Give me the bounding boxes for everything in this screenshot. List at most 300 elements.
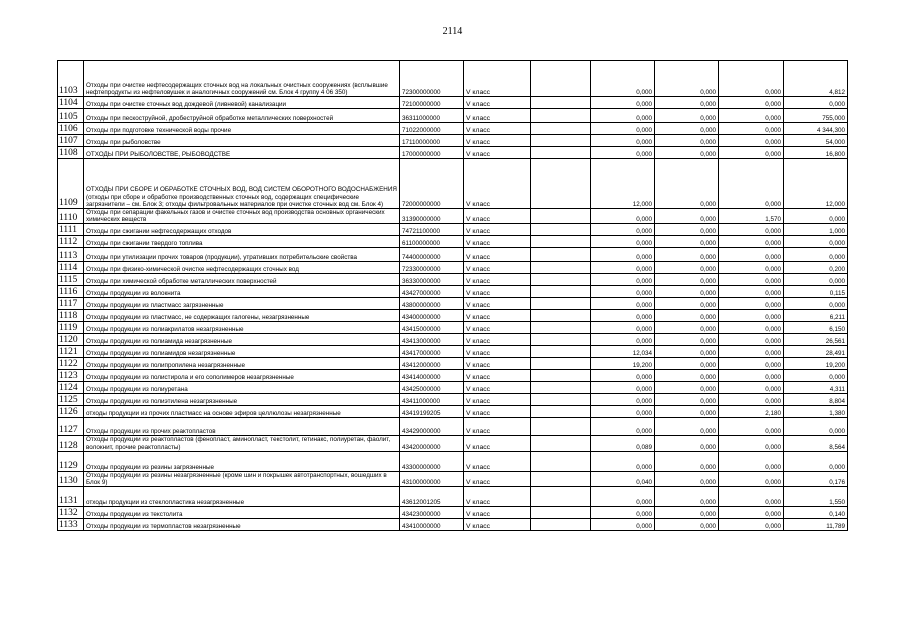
- table-row: [58, 109, 848, 123]
- table-row: [58, 61, 848, 97]
- waste-name: Отходы при сепарации факельных газов и очистке сточных вод производства основных органических химических веществ: [84, 209, 400, 224]
- value-3: 0,000: [655, 159, 719, 209]
- table-row: [58, 123, 848, 135]
- value-2: 12,000: [591, 159, 655, 209]
- waste-name: Отходы при очистке сточных вод дождевой (ливневой) канализации: [84, 97, 400, 109]
- table-row: [58, 310, 848, 322]
- value-1: [531, 406, 591, 418]
- table-row: [58, 224, 848, 236]
- value-5: 0,000: [784, 451, 848, 471]
- value-2: 0,000: [591, 224, 655, 236]
- value-3: 0,000: [655, 224, 719, 236]
- value-3: 0,000: [655, 135, 719, 147]
- hazard-class: V класс: [464, 346, 531, 358]
- row-number: 1127: [58, 418, 84, 436]
- waste-name: Отходы продукции из полиамидов незагрязненные: [84, 346, 400, 358]
- value-5: 4,311: [784, 382, 848, 394]
- value-4: 0,000: [719, 97, 784, 109]
- value-1: [531, 487, 591, 507]
- value-5: 0,000: [784, 236, 848, 248]
- table-row: [58, 394, 848, 406]
- value-5: 0,000: [784, 370, 848, 382]
- waste-code: 72000000000: [400, 159, 464, 209]
- row-number: 1103: [58, 61, 84, 97]
- table-row: [58, 322, 848, 334]
- table-row: [58, 334, 848, 346]
- hazard-class: V класс: [464, 310, 531, 322]
- value-3: 0,000: [655, 334, 719, 346]
- hazard-class: V класс: [464, 451, 531, 471]
- value-3: 0,000: [655, 286, 719, 298]
- value-1: [531, 159, 591, 209]
- hazard-class: V класс: [464, 286, 531, 298]
- row-number: 1125: [58, 394, 84, 406]
- hazard-class: V класс: [464, 394, 531, 406]
- value-4: 0,000: [719, 298, 784, 310]
- value-1: [531, 123, 591, 135]
- value-5: 12,000: [784, 159, 848, 209]
- value-1: [531, 262, 591, 274]
- value-3: 0,000: [655, 406, 719, 418]
- value-5: 26,561: [784, 334, 848, 346]
- value-3: 0,000: [655, 248, 719, 262]
- waste-code: 43300000000: [400, 451, 464, 471]
- value-5: 28,491: [784, 346, 848, 358]
- table-row: [58, 382, 848, 394]
- value-2: 0,000: [591, 406, 655, 418]
- value-5: 0,176: [784, 471, 848, 486]
- waste-name: Отходы при физико-химической очистке нефтесодержащих сточных вод: [84, 262, 400, 274]
- value-2: 0,000: [591, 286, 655, 298]
- value-2: 0,000: [591, 322, 655, 334]
- waste-name: Отходы продукции из прочих реактопластов: [84, 418, 400, 436]
- value-1: [531, 310, 591, 322]
- table-row: [58, 97, 848, 109]
- value-5: 0,000: [784, 418, 848, 436]
- value-3: 0,000: [655, 346, 719, 358]
- table-row: [58, 370, 848, 382]
- hazard-class: V класс: [464, 322, 531, 334]
- waste-name: Отходы при утилизации прочих товаров (продукции), утративших потребительские свойства: [84, 248, 400, 262]
- value-5: 19,200: [784, 358, 848, 370]
- value-2: 0,000: [591, 135, 655, 147]
- value-1: [531, 135, 591, 147]
- waste-name: Отходы продукции из пластмасс, не содержащих галогены, незагрязненные: [84, 310, 400, 322]
- table-row: [58, 159, 848, 209]
- hazard-class: V класс: [464, 298, 531, 310]
- table-row: [58, 209, 848, 224]
- value-5: 0,000: [784, 209, 848, 224]
- value-4: 0,000: [719, 382, 784, 394]
- value-3: 0,000: [655, 487, 719, 507]
- waste-name: Отходы продукции из резины загрязненные: [84, 451, 400, 471]
- row-number: 1104: [58, 97, 84, 109]
- value-5: 11,789: [784, 519, 848, 531]
- value-1: [531, 370, 591, 382]
- waste-table: [57, 60, 848, 531]
- value-5: 0,115: [784, 286, 848, 298]
- row-number: 1133: [58, 519, 84, 531]
- table-row: [58, 248, 848, 262]
- hazard-class: V класс: [464, 262, 531, 274]
- waste-name: Отходы при подготовке технической воды прочие: [84, 123, 400, 135]
- value-2: 0,089: [591, 436, 655, 451]
- table-row: [58, 519, 848, 531]
- value-4: 0,000: [719, 451, 784, 471]
- hazard-class: V класс: [464, 248, 531, 262]
- value-4: 0,000: [719, 236, 784, 248]
- waste-code: 17110000000: [400, 135, 464, 147]
- value-4: 2,180: [719, 406, 784, 418]
- value-5: 0,000: [784, 274, 848, 286]
- value-2: 0,000: [591, 147, 655, 159]
- value-4: 0,000: [719, 123, 784, 135]
- waste-code: 43425000000: [400, 382, 464, 394]
- row-number: 1112: [58, 236, 84, 248]
- value-2: 0,000: [591, 123, 655, 135]
- hazard-class: V класс: [464, 274, 531, 286]
- waste-code: 74400000000: [400, 248, 464, 262]
- value-4: 0,000: [719, 248, 784, 262]
- value-1: [531, 61, 591, 97]
- waste-name: Отходы продукции из полиамида незагрязненные: [84, 334, 400, 346]
- value-5: 4 344,300: [784, 123, 848, 135]
- value-5: 0,140: [784, 507, 848, 519]
- table-row: [58, 286, 848, 298]
- table-body: [58, 61, 848, 531]
- value-2: 0,000: [591, 334, 655, 346]
- row-number: 1124: [58, 382, 84, 394]
- waste-code: 43427000000: [400, 286, 464, 298]
- value-3: 0,000: [655, 358, 719, 370]
- value-5: 54,000: [784, 135, 848, 147]
- value-4: 0,000: [719, 61, 784, 97]
- value-2: 0,000: [591, 382, 655, 394]
- hazard-class: V класс: [464, 406, 531, 418]
- value-4: 0,000: [719, 418, 784, 436]
- value-3: 0,000: [655, 123, 719, 135]
- waste-name: Отходы продукции из термопластов незагрязненные: [84, 519, 400, 531]
- hazard-class: V класс: [464, 418, 531, 436]
- value-4: 0,000: [719, 334, 784, 346]
- waste-code: 43414000000: [400, 370, 464, 382]
- value-4: 0,000: [719, 147, 784, 159]
- value-3: 0,000: [655, 97, 719, 109]
- hazard-class: V класс: [464, 109, 531, 123]
- hazard-class: V класс: [464, 209, 531, 224]
- value-3: 0,000: [655, 109, 719, 123]
- value-1: [531, 322, 591, 334]
- row-number: 1131: [58, 487, 84, 507]
- waste-code: 36330000000: [400, 274, 464, 286]
- value-4: 0,000: [719, 487, 784, 507]
- waste-code: 43413000000: [400, 334, 464, 346]
- table-row: [58, 147, 848, 159]
- waste-name: Отходы при сжигании нефтесодержащих отходов: [84, 224, 400, 236]
- value-4: 1,570: [719, 209, 784, 224]
- value-5: 4,812: [784, 61, 848, 97]
- table-row: [58, 358, 848, 370]
- value-2: 0,000: [591, 298, 655, 310]
- value-4: 0,000: [719, 358, 784, 370]
- hazard-class: V класс: [464, 487, 531, 507]
- value-3: 0,000: [655, 471, 719, 486]
- waste-code: 43423000000: [400, 507, 464, 519]
- value-1: [531, 358, 591, 370]
- row-number: 1120: [58, 334, 84, 346]
- row-number: 1117: [58, 298, 84, 310]
- waste-name: Отходы при химической обработке металлических поверхностей: [84, 274, 400, 286]
- value-1: [531, 418, 591, 436]
- value-2: 0,040: [591, 471, 655, 486]
- waste-name: отходы продукции из стеклопластика незагрязненные: [84, 487, 400, 507]
- value-4: 0,000: [719, 159, 784, 209]
- waste-code: 43410000000: [400, 519, 464, 531]
- value-1: [531, 274, 591, 286]
- waste-code: 71022000000: [400, 123, 464, 135]
- table-row: [58, 487, 848, 507]
- row-number: 1111: [58, 224, 84, 236]
- row-number: 1122: [58, 358, 84, 370]
- waste-code: 72330000000: [400, 262, 464, 274]
- row-number: 1132: [58, 507, 84, 519]
- value-2: 0,000: [591, 274, 655, 286]
- value-3: 0,000: [655, 436, 719, 451]
- hazard-class: V класс: [464, 236, 531, 248]
- value-4: 0,000: [719, 471, 784, 486]
- table-row: [58, 451, 848, 471]
- value-3: 0,000: [655, 322, 719, 334]
- value-5: 0,000: [784, 298, 848, 310]
- waste-name: Отходы продукции из полиакрилатов незагрязненные: [84, 322, 400, 334]
- value-1: [531, 471, 591, 486]
- value-1: [531, 147, 591, 159]
- value-2: 0,000: [591, 262, 655, 274]
- waste-name: Отходы продукции из полиэтилена незагрязненные: [84, 394, 400, 406]
- table-row: [58, 346, 848, 358]
- value-2: 0,000: [591, 418, 655, 436]
- value-2: 0,000: [591, 97, 655, 109]
- value-2: 0,000: [591, 519, 655, 531]
- value-1: [531, 394, 591, 406]
- hazard-class: V класс: [464, 97, 531, 109]
- value-2: 12,034: [591, 346, 655, 358]
- value-3: 0,000: [655, 147, 719, 159]
- value-5: 755,000: [784, 109, 848, 123]
- value-1: [531, 224, 591, 236]
- waste-code: 61100000000: [400, 236, 464, 248]
- value-3: 0,000: [655, 451, 719, 471]
- waste-code: 31390000000: [400, 209, 464, 224]
- value-3: 0,000: [655, 262, 719, 274]
- value-2: 0,000: [591, 209, 655, 224]
- value-1: [531, 286, 591, 298]
- value-2: 0,000: [591, 394, 655, 406]
- value-3: 0,000: [655, 507, 719, 519]
- table-row: [58, 471, 848, 486]
- value-2: 0,000: [591, 507, 655, 519]
- value-5: 8,564: [784, 436, 848, 451]
- waste-code: 43100000000: [400, 471, 464, 486]
- row-number: 1108: [58, 147, 84, 159]
- value-4: 0,000: [719, 262, 784, 274]
- value-5: 6,150: [784, 322, 848, 334]
- page-number: 2114: [442, 26, 463, 37]
- value-4: 0,000: [719, 322, 784, 334]
- waste-code: 43419199205: [400, 406, 464, 418]
- row-number: 1118: [58, 310, 84, 322]
- waste-name: Отходы продукции из полиуретана: [84, 382, 400, 394]
- waste-code: 43411000000: [400, 394, 464, 406]
- waste-name: Отходы продукции из резины незагрязненные (кроме шин и покрышек автотранспортных, вошедших в Блок 9): [84, 471, 400, 486]
- row-number: 1110: [58, 209, 84, 224]
- row-number: 1126: [58, 406, 84, 418]
- waste-code: 72100000000: [400, 97, 464, 109]
- value-3: 0,000: [655, 310, 719, 322]
- value-1: [531, 298, 591, 310]
- hazard-class: V класс: [464, 436, 531, 451]
- value-4: 0,000: [719, 310, 784, 322]
- value-3: 0,000: [655, 370, 719, 382]
- value-1: [531, 248, 591, 262]
- table-row: [58, 418, 848, 436]
- hazard-class: V класс: [464, 334, 531, 346]
- value-1: [531, 346, 591, 358]
- table-row: [58, 406, 848, 418]
- waste-name: Отходы продукции из волокнита: [84, 286, 400, 298]
- row-number: 1119: [58, 322, 84, 334]
- value-2: 0,000: [591, 109, 655, 123]
- waste-name: Отходы при рыболовстве: [84, 135, 400, 147]
- value-4: 0,000: [719, 507, 784, 519]
- row-number: 1129: [58, 451, 84, 471]
- row-number: 1130: [58, 471, 84, 486]
- value-2: 0,000: [591, 248, 655, 262]
- value-4: 0,000: [719, 394, 784, 406]
- value-1: [531, 334, 591, 346]
- value-3: 0,000: [655, 519, 719, 531]
- waste-code: 43412000000: [400, 358, 464, 370]
- value-2: 0,000: [591, 236, 655, 248]
- value-3: 0,000: [655, 274, 719, 286]
- hazard-class: V класс: [464, 224, 531, 236]
- value-4: 0,000: [719, 224, 784, 236]
- waste-name: отходы продукции из прочих пластмасс на основе эфиров целлюлозы незагрязненные: [84, 406, 400, 418]
- waste-code: 43800000000: [400, 298, 464, 310]
- value-5: 1,550: [784, 487, 848, 507]
- waste-code: 43420000000: [400, 436, 464, 451]
- hazard-class: V класс: [464, 471, 531, 486]
- table-row: [58, 274, 848, 286]
- value-5: 1,000: [784, 224, 848, 236]
- row-number: 1123: [58, 370, 84, 382]
- waste-name: Отходы продукции из полистирола и его сополимеров незагрязненные: [84, 370, 400, 382]
- value-2: 0,000: [591, 61, 655, 97]
- row-number: 1116: [58, 286, 84, 298]
- value-3: 0,000: [655, 236, 719, 248]
- row-number: 1109: [58, 159, 84, 209]
- row-number: 1114: [58, 262, 84, 274]
- table-row: [58, 262, 848, 274]
- waste-code: 72300000000: [400, 61, 464, 97]
- hazard-class: V класс: [464, 61, 531, 97]
- value-1: [531, 507, 591, 519]
- value-4: 0,000: [719, 135, 784, 147]
- row-number: 1107: [58, 135, 84, 147]
- waste-name: Отходы при сжигании твердого топлива: [84, 236, 400, 248]
- table-row: [58, 507, 848, 519]
- value-5: 0,200: [784, 262, 848, 274]
- value-5: 16,800: [784, 147, 848, 159]
- value-5: 1,380: [784, 406, 848, 418]
- value-2: 0,000: [591, 487, 655, 507]
- row-number: 1128: [58, 436, 84, 451]
- table-row: [58, 135, 848, 147]
- row-number: 1121: [58, 346, 84, 358]
- value-3: 0,000: [655, 61, 719, 97]
- hazard-class: V класс: [464, 147, 531, 159]
- hazard-class: V класс: [464, 358, 531, 370]
- value-4: 0,000: [719, 286, 784, 298]
- value-4: 0,000: [719, 274, 784, 286]
- value-4: 0,000: [719, 346, 784, 358]
- value-1: [531, 236, 591, 248]
- value-1: [531, 519, 591, 531]
- waste-code: 43417000000: [400, 346, 464, 358]
- value-4: 0,000: [719, 370, 784, 382]
- hazard-class: V класс: [464, 507, 531, 519]
- waste-code: 43400000000: [400, 310, 464, 322]
- value-3: 0,000: [655, 382, 719, 394]
- value-1: [531, 451, 591, 471]
- hazard-class: V класс: [464, 382, 531, 394]
- value-5: 8,804: [784, 394, 848, 406]
- value-3: 0,000: [655, 394, 719, 406]
- waste-code: 74721100000: [400, 224, 464, 236]
- table-row: [58, 436, 848, 451]
- waste-name: Отходы продукции из полипропилена незагрязненные: [84, 358, 400, 370]
- row-number: 1106: [58, 123, 84, 135]
- waste-code: 17000000000: [400, 147, 464, 159]
- waste-name: Отходы продукции из пластмасс загрязненные: [84, 298, 400, 310]
- value-1: [531, 97, 591, 109]
- value-2: 0,000: [591, 451, 655, 471]
- waste-name: Отходы продукции из текстолита: [84, 507, 400, 519]
- waste-name: Отходы при очистке нефтесодержащих сточных вод на локальных очистных сооружениях (всплывшие нефтепродукты из нефтеловушек и аналогичных сооружений см. Блок 4 группу 4 06 350): [84, 61, 400, 97]
- row-number: 1105: [58, 109, 84, 123]
- value-5: 0,000: [784, 97, 848, 109]
- value-5: 0,000: [784, 248, 848, 262]
- value-2: 0,000: [591, 310, 655, 322]
- value-2: 0,000: [591, 370, 655, 382]
- hazard-class: V класс: [464, 135, 531, 147]
- value-3: 0,000: [655, 418, 719, 436]
- value-1: [531, 436, 591, 451]
- value-1: [531, 109, 591, 123]
- hazard-class: V класс: [464, 370, 531, 382]
- table-row: [58, 298, 848, 310]
- row-number: 1115: [58, 274, 84, 286]
- value-5: 6,211: [784, 310, 848, 322]
- table-row: [58, 236, 848, 248]
- row-number: 1113: [58, 248, 84, 262]
- waste-code: 36311000000: [400, 109, 464, 123]
- waste-code: 43415000000: [400, 322, 464, 334]
- hazard-class: V класс: [464, 123, 531, 135]
- value-3: 0,000: [655, 298, 719, 310]
- value-1: [531, 382, 591, 394]
- hazard-class: V класс: [464, 159, 531, 209]
